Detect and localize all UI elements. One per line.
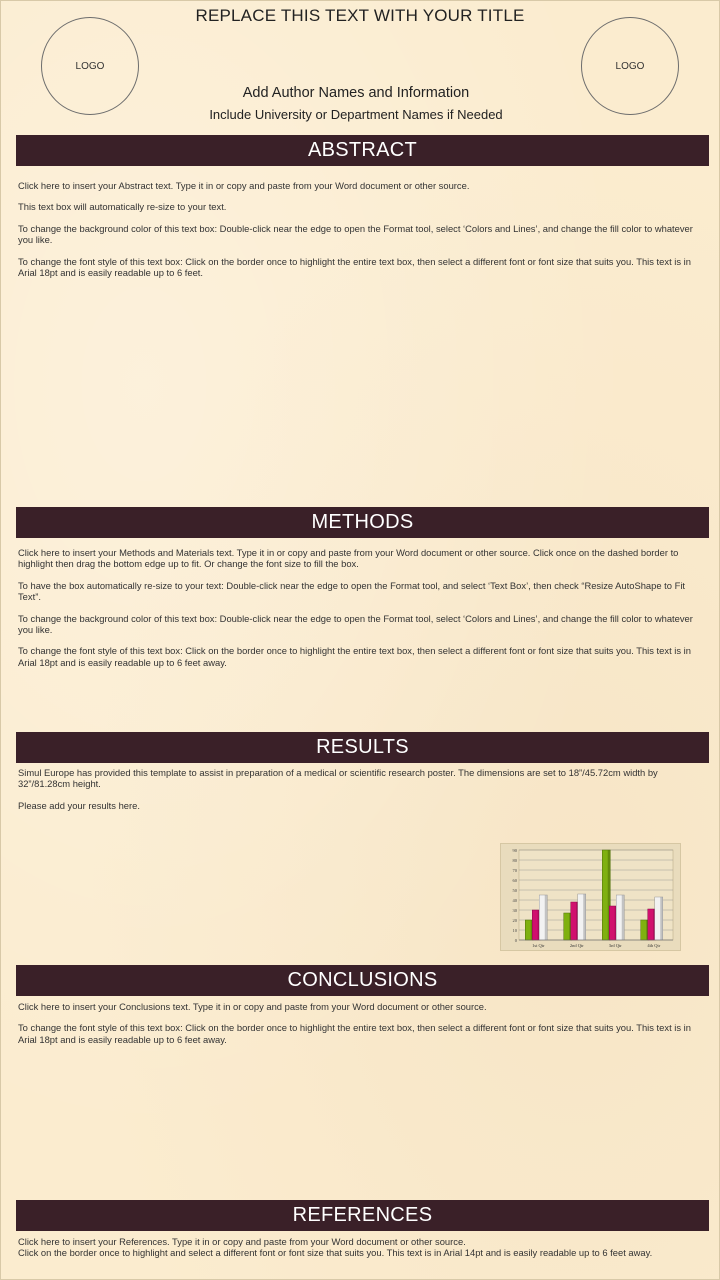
results-bar-chart[interactable]	[500, 843, 681, 951]
y-tick-label: 30	[512, 908, 517, 913]
references-text-box[interactable]	[18, 1236, 708, 1259]
methods-paragraph: To change the font style of this text box: Click on the border once to highlight the entire text box, then select a different font or font size that suits you. This text is in Arial 18pt and is easily readable up to 6 feet away.	[18, 645, 691, 668]
y-tick-label: 50	[512, 888, 517, 893]
methods-paragraph: To change the background color of this text box: Double-click near the edge to open the Format tool, select ‘Colors and Lines’, and change the fill color to whatever you like.	[18, 612, 693, 636]
x-tick-label: 1st Qtr	[532, 943, 545, 948]
poster-title[interactable]: REPLACE THIS TEXT WITH YOUR TITLE	[195, 6, 525, 25]
y-tick-label: 60	[512, 878, 517, 883]
y-tick-label: 40	[512, 898, 517, 903]
results-paragraph: Please add your results here.	[18, 799, 140, 811]
abstract-text-box[interactable]	[18, 180, 708, 288]
chart-bar-shade	[660, 897, 663, 940]
methods-header: METHODS	[16, 507, 709, 538]
conclusions-text-box[interactable]	[18, 1001, 708, 1055]
methods-paragraph: Click here to insert your Methods and Materials text. Type it in or copy and paste from your Word document or other source. Click once on the dashed border to highlight then drag the bottom edge up to fit. Or change the font size to fill the box.	[18, 547, 679, 570]
y-tick-label: 0	[514, 938, 517, 943]
affiliation-text[interactable]: Include University or Department Names if Needed	[209, 107, 503, 122]
y-tick-label: 20	[512, 918, 517, 923]
results-header: RESULTS	[16, 732, 709, 763]
logo-right-placeholder[interactable]: LOGO	[581, 17, 679, 115]
chart-bar-shade	[622, 895, 625, 940]
x-tick-label: 4th Qtr	[647, 943, 661, 948]
y-tick-label: 70	[512, 868, 517, 873]
results-paragraph: Simul Europe has provided this template to assist in preparation of a medical or scientific research poster. The dimensions are set to 18”/45.72cm width by 32”/81.28cm height.	[18, 767, 658, 790]
results-text-box[interactable]	[18, 767, 708, 821]
abstract-paragraph: To change the font style of this text box: Click on the border once to highlight the entire text box, then select a different font or font size that suits you. This text is in Arial 18pt and is easily readable up to 6 feet.	[18, 255, 691, 279]
abstract-paragraph: Click here to insert your Abstract text. Type it in or copy and paste from your Word document or other source.	[18, 180, 470, 191]
chart-svg	[501, 844, 680, 950]
y-tick-label: 90	[512, 848, 517, 853]
x-tick-label: 2nd Qtr	[569, 943, 584, 948]
methods-text-box[interactable]	[18, 547, 708, 678]
references-header: REFERENCES	[16, 1200, 709, 1231]
author-names[interactable]: Add Author Names and Information	[242, 85, 470, 101]
conclusions-paragraph: To change the font style of this text box: Click on the border once to highlight the entire text box, then select a different font or font size that suits you. This text is in Arial 18pt and is easily readable up to 6 feet away.	[18, 1022, 691, 1045]
x-tick-label: 3rd Qtr	[608, 943, 622, 948]
methods-paragraph: To have the box automatically re-size to your text: Double-click near the edge to open the Format tool, and select ‘Text Box’, then check “Resize AutoShape to Fit Text”.	[18, 579, 686, 603]
chart-bar-shade	[583, 894, 586, 940]
abstract-paragraph: To change the background color of this text box: Double-click near the edge to open the Format tool, select ‘Colors and Lines’, and change the fill color to whatever you like.	[18, 222, 693, 246]
conclusions-paragraph: Click here to insert your Conclusions text. Type it in or copy and paste from your Word document or other source.	[18, 1001, 487, 1012]
reference-line: Click on the border once to highlight and select a different font or font size that suits you. This text is in Arial 14pt and is easily readable up to 6 feet away.	[18, 1247, 653, 1259]
conclusions-header: CONCLUSIONS	[16, 965, 709, 996]
y-tick-label: 10	[512, 928, 517, 933]
logo-left-placeholder[interactable]: LOGO	[41, 17, 139, 115]
abstract-paragraph: This text box will automatically re-size to your text.	[18, 201, 227, 213]
chart-bar-shade	[545, 895, 548, 940]
abstract-header: ABSTRACT	[16, 135, 709, 166]
reference-line: Click here to insert your References. Type it in or copy and paste from your Word document or other source.	[18, 1236, 466, 1247]
y-tick-label: 80	[512, 858, 517, 863]
